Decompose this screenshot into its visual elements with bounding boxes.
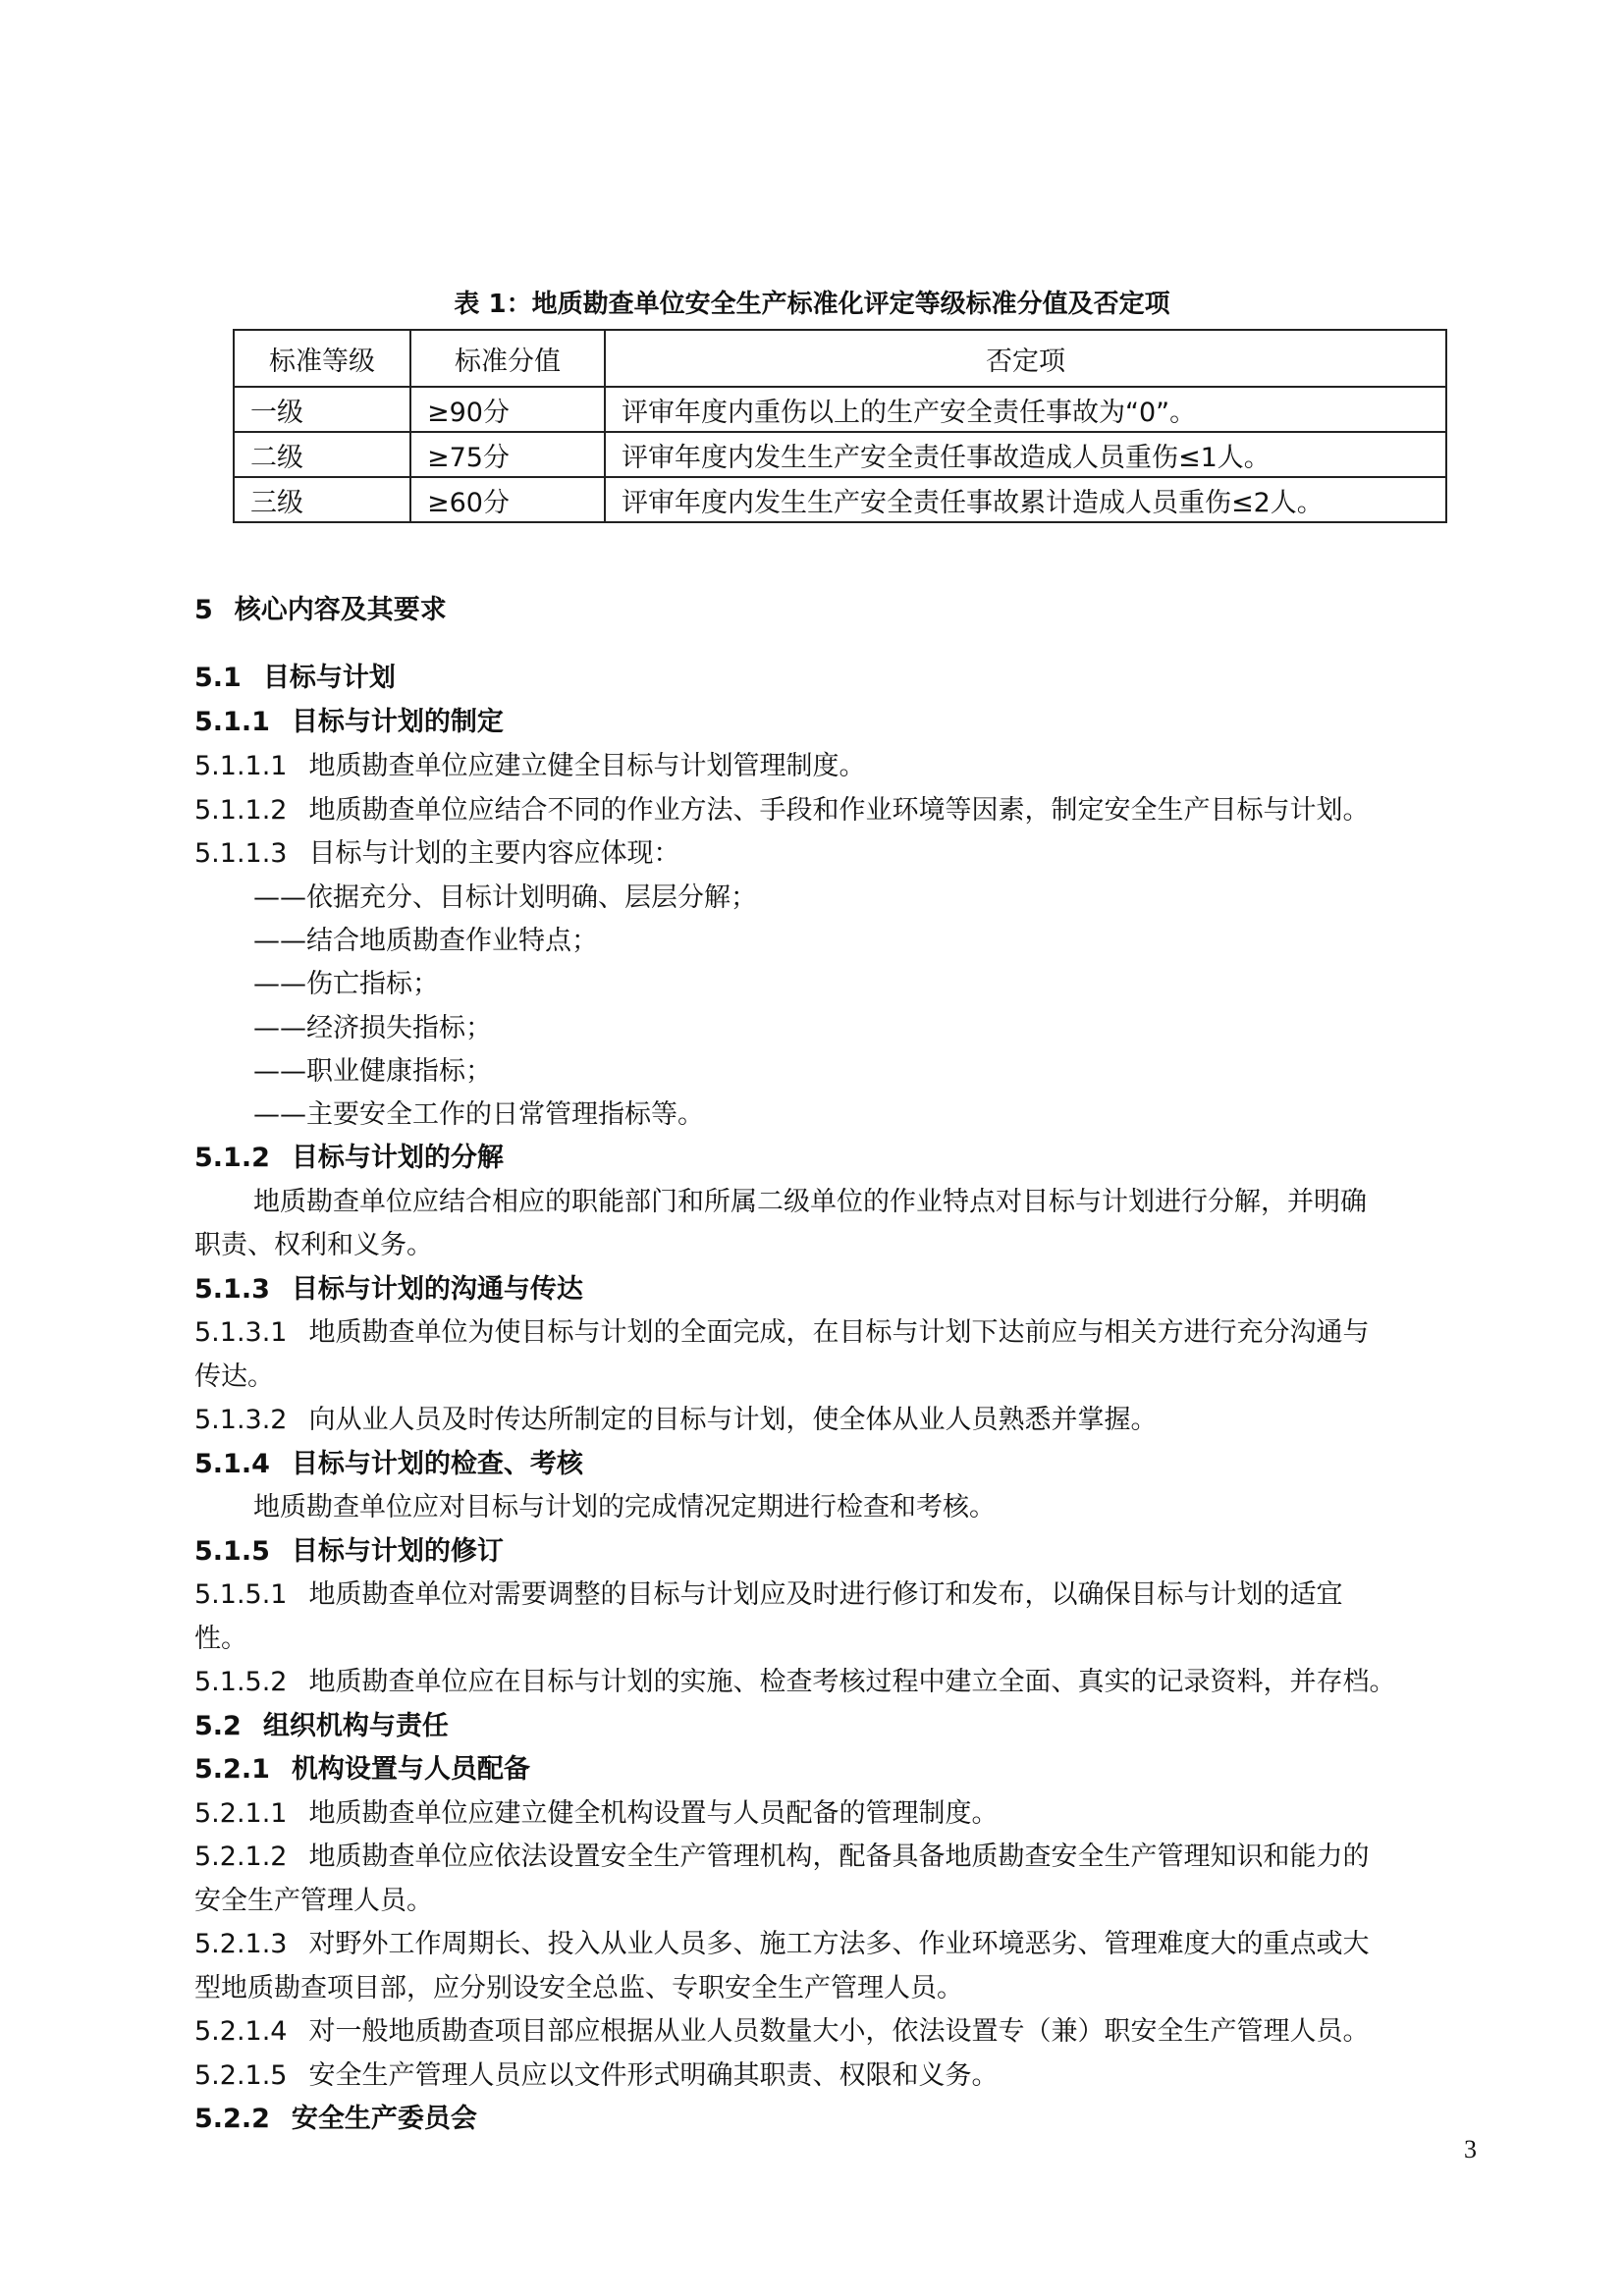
- cell-veto: 评审年度内发生生产安全责任事故造成人员重伤≤1人。: [605, 432, 1446, 477]
- paragraph: 地质勘查单位应结合相应的职能部门和所属二级单位的作业特点对目标与计划进行分解，并明确: [253, 1187, 1367, 1217]
- clause: 5.1.5.1 地质勘查单位对需要调整的目标与计划应及时进行修订和发布，以确保目标与计划的适宜: [194, 1579, 1343, 1610]
- section-heading: 5.1.5 目标与计划的修订: [194, 1536, 504, 1567]
- paragraph-continued: 型地质勘查项目部，应分别设安全总监、专职安全生产管理人员。: [194, 1973, 963, 2003]
- cell-score: ≥60分: [410, 477, 605, 522]
- cell-veto: 评审年度内重伤以上的生产安全责任事故为“0”。: [605, 387, 1446, 432]
- table-caption: 表 1：地质勘查单位安全生产标准化评定等级标准分值及否定项: [454, 290, 1170, 319]
- table-row: [234, 387, 1446, 432]
- page-number: 3: [1464, 2135, 1477, 2163]
- cell-score: ≥90分: [410, 387, 605, 432]
- clause: 5.2.1.2 地质勘查单位应依法设置安全生产管理机构，配备具备地质勘查安全生产管理知识和能力的: [194, 1842, 1370, 1872]
- list-item: ——职业健康指标；: [253, 1056, 492, 1087]
- list-item: ——经济损失指标；: [253, 1013, 492, 1043]
- paragraph-continued: 性。: [194, 1624, 247, 1654]
- paragraph-continued: 传达。: [194, 1362, 274, 1392]
- list-item: ——结合地质勘查作业特点；: [253, 926, 598, 956]
- clause: 5.1.1.2 地质勘查单位应结合不同的作业方法、手段和作业环境等因素，制定安全生产目标与计划。: [194, 795, 1370, 826]
- grade-standard-table: [233, 329, 1447, 523]
- section-heading: 5.2 组织机构与责任: [194, 1711, 449, 1741]
- section-heading: 5.2.2 安全生产委员会: [194, 2104, 477, 2134]
- cell-grade: 三级: [234, 477, 410, 522]
- table-row: [234, 432, 1446, 477]
- clause: 5.2.1.1 地质勘查单位应建立健全机构设置与人员配备的管理制度。: [194, 1798, 999, 1829]
- header-grade: 标准等级: [234, 330, 410, 387]
- cell-veto: 评审年度内发生生产安全责任事故累计造成人员重伤≤2人。: [605, 477, 1446, 522]
- section-heading: 5.1.1 目标与计划的制定: [194, 707, 504, 737]
- clause: 5.2.1.5 安全生产管理人员应以文件形式明确其职责、权限和义务。: [194, 2060, 999, 2091]
- table-row: [234, 477, 1446, 522]
- list-item: ——伤亡指标；: [253, 969, 439, 999]
- paragraph-continued: 安全生产管理人员。: [194, 1886, 433, 1916]
- header-score: 标准分值: [410, 330, 605, 387]
- section-heading: 5.1 目标与计划: [194, 663, 396, 693]
- cell-score: ≥75分: [410, 432, 605, 477]
- table-header-row: [234, 330, 1446, 387]
- list-item: ——依据充分、目标计划明确、层层分解；: [253, 882, 757, 913]
- cell-grade: 一级: [234, 387, 410, 432]
- clause: 5.2.1.3 对野外工作周期长、投入从业人员多、施工方法多、作业环境恶劣、管理难度大的重点或大: [194, 1929, 1370, 1959]
- clause: 5.1.1.3 目标与计划的主要内容应体现：: [194, 838, 680, 869]
- paragraph: 地质勘查单位应对目标与计划的完成情况定期进行检查和考核。: [253, 1492, 996, 1522]
- section-heading: 5.1.4 目标与计划的检查、考核: [194, 1449, 583, 1479]
- section-heading: 5.2.1 机构设置与人员配备: [194, 1754, 530, 1785]
- clause: 5.1.3.2 向从业人员及时传达所制定的目标与计划，使全体从业人员熟悉并掌握。: [194, 1405, 1158, 1435]
- section-heading: 5.1.3 目标与计划的沟通与传达: [194, 1274, 583, 1305]
- paragraph-continued: 职责、权利和义务。: [194, 1230, 433, 1260]
- list-item: ——主要安全工作的日常管理指标等。: [253, 1099, 704, 1130]
- clause: 5.2.1.4 对一般地质勘查项目部应根据从业人员数量大小，依法设置专（兼）职安全生产管理人员。: [194, 2016, 1370, 2047]
- section-heading: 5 核心内容及其要求: [194, 595, 447, 625]
- cell-grade: 二级: [234, 432, 410, 477]
- section-heading: 5.1.2 目标与计划的分解: [194, 1143, 504, 1173]
- clause: 5.1.1.1 地质勘查单位应建立健全目标与计划管理制度。: [194, 751, 866, 781]
- header-veto: 否定项: [605, 330, 1446, 387]
- clause: 5.1.5.2 地质勘查单位应在目标与计划的实施、检查考核过程中建立全面、真实的记录资料，并存档。: [194, 1667, 1396, 1697]
- clause: 5.1.3.1 地质勘查单位为使目标与计划的全面完成，在目标与计划下达前应与相关方进行充分沟通与: [194, 1317, 1370, 1348]
